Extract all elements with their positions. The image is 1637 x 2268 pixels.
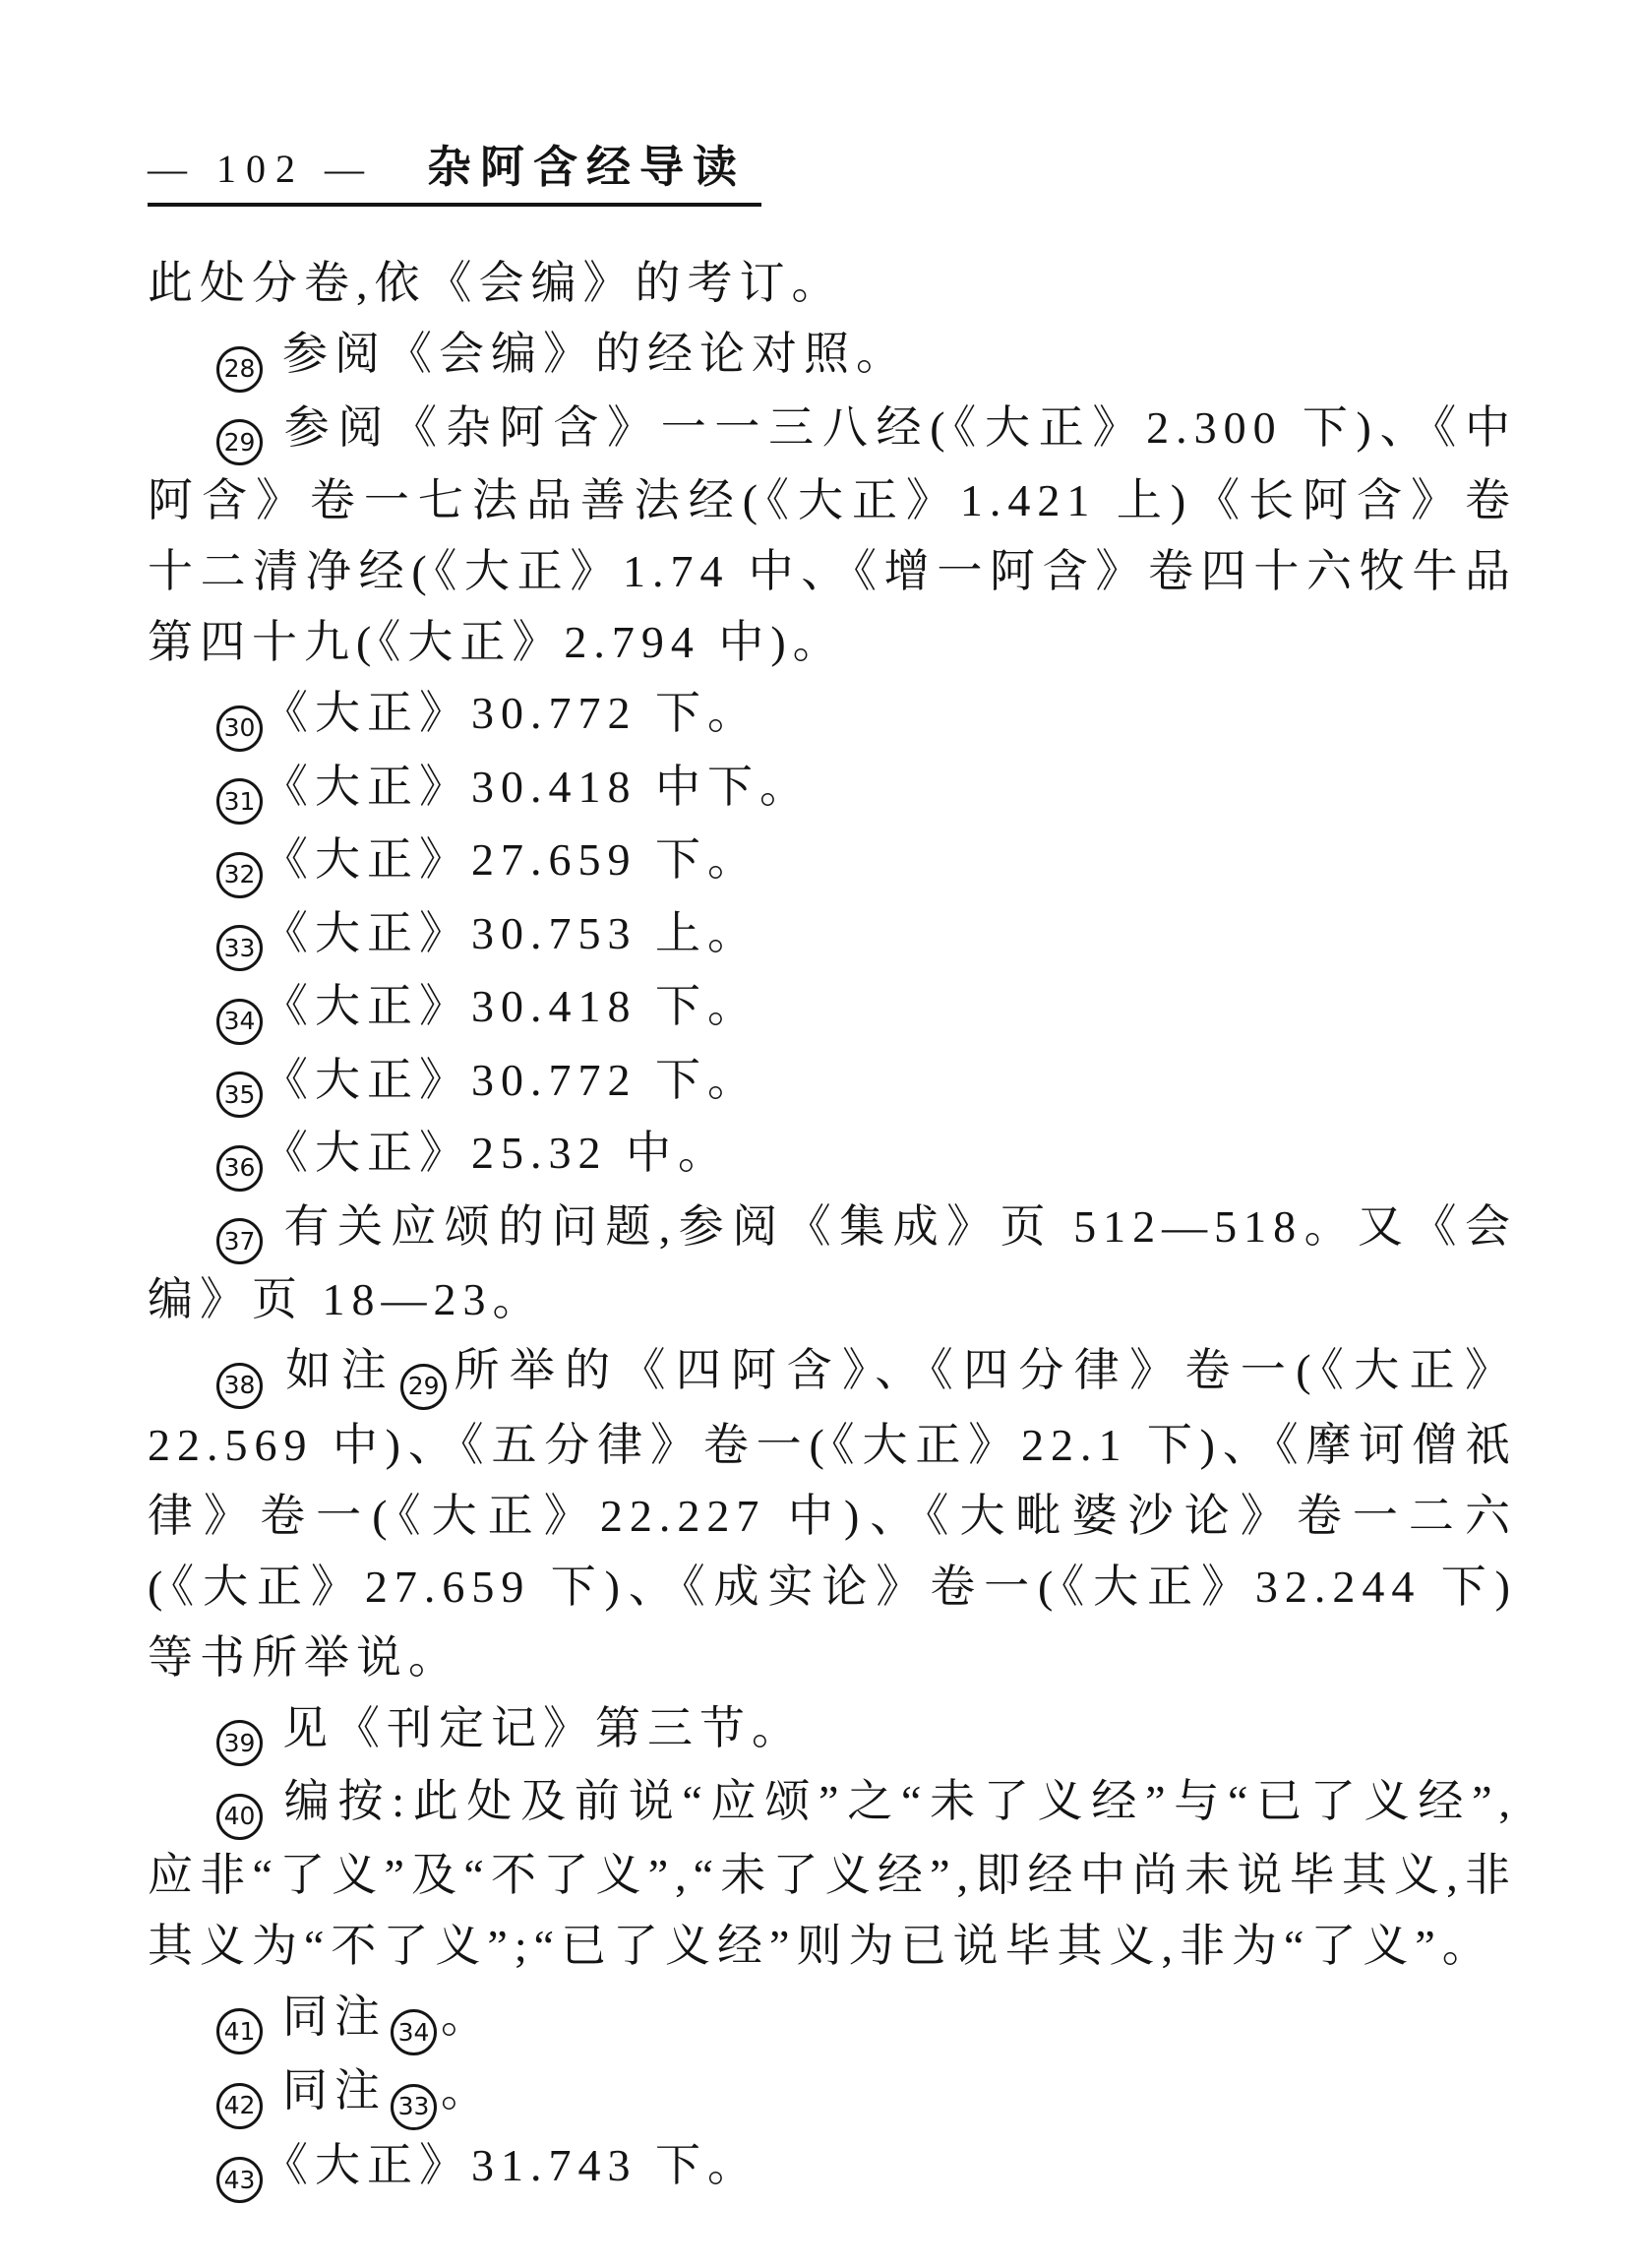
footnote-text: 《大正》30.418 中下。	[263, 761, 812, 812]
footnote-31	[148, 752, 1517, 826]
footnote-number: 31	[216, 778, 263, 825]
footnote-text: 《大正》30.753 上。	[263, 907, 759, 958]
footnote-number: 28	[216, 346, 263, 393]
footnote-38	[148, 1335, 1517, 1693]
footnote-ref-number: 34	[391, 2009, 437, 2055]
footnote-number: 32	[216, 852, 263, 898]
footnote-29	[148, 393, 1517, 679]
footnote-number: 35	[216, 1072, 263, 1118]
footnote-ref-number: 33	[391, 2084, 437, 2130]
footnote-text: 《大正》31.743 下。	[263, 2139, 759, 2190]
footnote-42	[148, 2055, 1517, 2130]
footnote-30	[148, 678, 1517, 752]
footnote-35	[148, 1045, 1517, 1119]
footnote-40	[148, 1766, 1517, 1982]
footnote-text-prefix: 同注	[282, 2065, 387, 2115]
footnote-number: 29	[216, 419, 263, 465]
footnote-number: 36	[216, 1145, 263, 1192]
footnote-text-prefix: 如注	[282, 1345, 397, 1395]
footnote-36	[148, 1118, 1517, 1192]
footnote-43	[148, 2130, 1517, 2204]
footnote-text: 见《刊定记》第三节。	[282, 1702, 804, 1753]
footnotes-section	[148, 248, 1517, 2203]
footnote-text: 参阅《会编》的经论对照。	[282, 329, 908, 379]
footnote-number: 40	[216, 1794, 263, 1840]
footnote-number: 34	[216, 999, 263, 1045]
footnote-41	[148, 1982, 1517, 2056]
footnote-number: 33	[216, 925, 263, 971]
footnote-text: 《大正》30.418 下。	[263, 981, 759, 1031]
footnote-text: 参阅《杂阿含》一一三八经(《大正》2.300 下)、《中阿含》卷一七法品善法经(《大正》1.421 上)《长阿含》卷十二清净经(《大正》1.74 中、《增一阿含》卷四十六牧牛品第四十九(《大正》2.794 中)。	[148, 401, 1517, 667]
footnote-number: 30	[216, 705, 263, 752]
continuation-line: 此处分卷,依《会编》的考订。	[148, 258, 844, 308]
page-content	[148, 131, 1517, 2203]
footnote-text: 有关应颂的问题,参阅《集成》页 512—518。又《会编》页 18—23。	[148, 1200, 1517, 1324]
footnote-33	[148, 898, 1517, 972]
footnote-text: 编按:此处及前说“应颂”之“未了义经”与“已了义经”,应非“了义”及“不了义”,“未了义经”,即经中尚未说毕其义,非其义为“不了义”;“已了义经”则为已说毕其义,非为“了义”。	[148, 1776, 1517, 1971]
footnote-text: 《大正》30.772 下。	[263, 1054, 759, 1105]
footnote-number: 42	[216, 2083, 263, 2129]
footnote-number: 41	[216, 2008, 263, 2054]
footnote-number: 38	[216, 1363, 263, 1409]
footnote-text: 《大正》30.772 下。	[263, 688, 759, 738]
footnote-number: 37	[216, 1218, 263, 1264]
footnote-number: 39	[216, 1720, 263, 1766]
footnote-text: 。	[441, 2065, 493, 2115]
footnote-ref-number: 29	[400, 1364, 447, 1410]
footnote-text-prefix: 同注	[282, 1991, 387, 2042]
footnote-37	[148, 1192, 1517, 1336]
footnote-text: 《大正》27.659 下。	[263, 834, 759, 885]
page-number: — 102 —	[148, 147, 374, 191]
footnote-text: 所举的《四阿含》、《四分律》卷一(《大正》22.569 中)、《五分律》卷一(《大正》22.1 下)、《摩诃僧祇律》卷一(《大正》22.227 中)、《大毗婆沙论》卷一二六(《大正》27.659 下)、《成实论》卷一(《大正》32.244 下)等书所举说。	[148, 1345, 1517, 1683]
footnote-text: 《大正》25.32 中。	[263, 1128, 730, 1178]
footnote-number: 43	[216, 2157, 263, 2203]
page-header	[148, 131, 761, 207]
footnote-32	[148, 825, 1517, 898]
book-title: 杂阿含经导读	[427, 143, 747, 192]
footnote-28	[148, 319, 1517, 393]
footnote-text: 。	[441, 1991, 493, 2042]
footnote-39	[148, 1693, 1517, 1767]
footnote-34	[148, 971, 1517, 1045]
